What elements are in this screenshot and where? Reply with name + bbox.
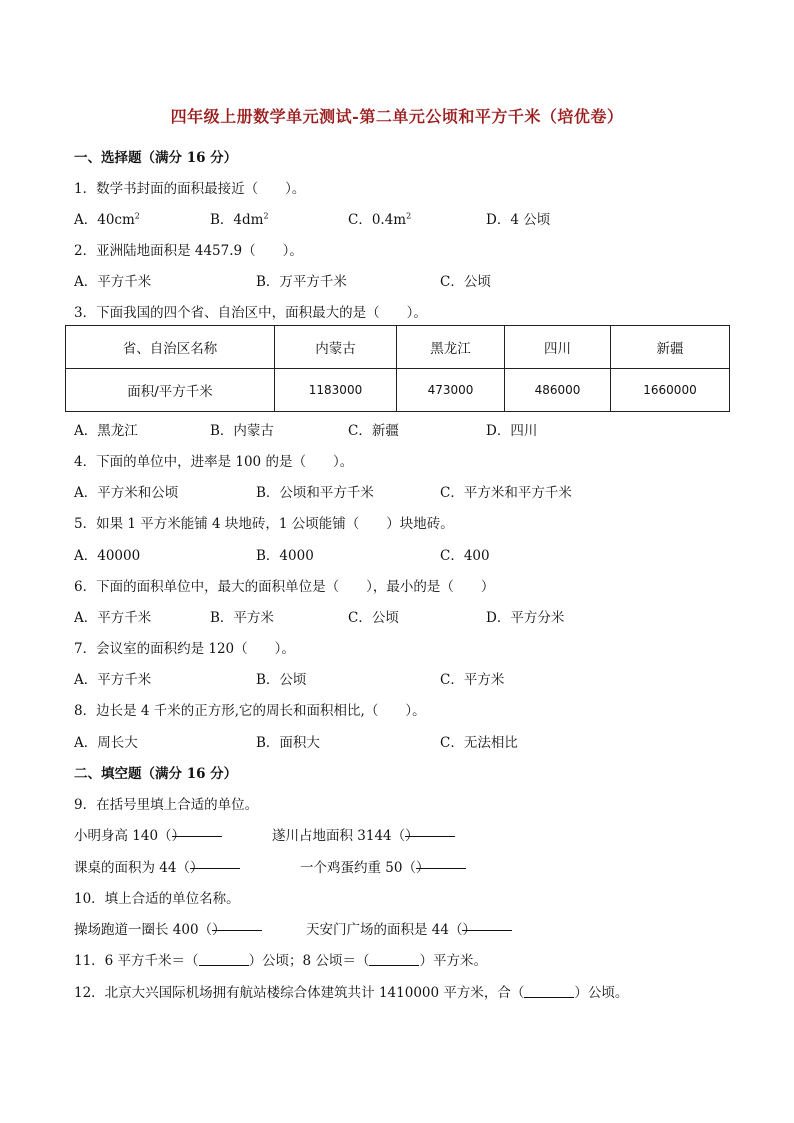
answer-blank[interactable]	[524, 985, 574, 998]
answer-blank[interactable]	[212, 918, 262, 931]
option-c[interactable]: C．$0.4m^2$	[348, 211, 412, 228]
question-11: 11．6 平方千米＝（ ）公顷；8 公顷＝（ ）平方米。	[74, 953, 487, 969]
option-c[interactable]: C．400	[440, 548, 490, 564]
option-b[interactable]: B．公顷	[256, 672, 307, 688]
question-3: 3．下面我国的四个省、自治区中，面积最大的是（ ）。	[74, 305, 427, 321]
section-choice-heading: 一、选择题（满分 16 分）	[74, 150, 238, 166]
option-c[interactable]: C．平方米和平方千米	[440, 485, 572, 501]
option-a[interactable]: A．40000	[74, 548, 141, 564]
option-a[interactable]: A．黑龙江	[74, 423, 138, 439]
question-12: 12．北京大兴国际机场拥有航站楼综合体建筑共计 1410000 平方米，合（ ）公顷。	[74, 985, 629, 1001]
table-cell: 1183000	[275, 369, 397, 412]
option-d[interactable]: D．平方分米	[486, 610, 565, 626]
answer-blank[interactable]	[462, 918, 512, 931]
fill-item: 天安门广场的面积是 44（ ）	[306, 918, 476, 938]
option-c[interactable]: C．平方米	[440, 672, 505, 688]
table-row	[66, 369, 730, 412]
answer-blank[interactable]	[199, 953, 249, 966]
option-b[interactable]: B．公顷和平方千米	[256, 485, 374, 501]
question-8: 8．边长是 4 千米的正方形,它的周长和面积相比,（ ）。	[74, 703, 426, 719]
answer-blank[interactable]	[172, 824, 222, 837]
page-title: 四年级上册数学单元测试-第二单元公顷和平方千米（培优卷）	[170, 107, 624, 126]
option-d[interactable]: D．四川	[486, 423, 538, 439]
answer-blank[interactable]	[416, 856, 466, 869]
option-a[interactable]: A．平方千米	[74, 672, 152, 688]
table-cell: 1660000	[611, 369, 730, 412]
answer-blank[interactable]	[190, 856, 240, 869]
option-b[interactable]: B．4000	[256, 548, 314, 564]
fill-item: 课桌的面积为 44（ ）	[74, 856, 203, 876]
option-a[interactable]: A．平方千米	[74, 610, 152, 626]
table-cell: 黑龙江	[397, 326, 505, 369]
question-9: 9．在括号里填上合适的单位。	[74, 797, 259, 813]
question-2: 2．亚洲陆地面积是 4457.9（ ）。	[74, 243, 303, 259]
table-cell: 内蒙古	[275, 326, 397, 369]
area-table	[65, 325, 730, 412]
option-b[interactable]: B．面积大	[256, 735, 320, 751]
option-c[interactable]: C．新疆	[348, 423, 399, 439]
option-a[interactable]: A．周长大	[74, 735, 138, 751]
answer-blank[interactable]	[369, 953, 419, 966]
option-c[interactable]: C．公顷	[440, 274, 491, 290]
option-c[interactable]: C．公顷	[348, 610, 399, 626]
option-b[interactable]: B．内蒙古	[210, 423, 274, 439]
fill-item: 操场跑道一圈长 400（ ）	[74, 918, 226, 938]
table-cell: 面积/平方千米	[66, 369, 275, 412]
fill-item: 小明身高 140（ ）	[74, 824, 185, 844]
question-7: 7．会议室的面积约是 120（ ）。	[74, 641, 295, 657]
section-fill-heading: 二、填空题（满分 16 分）	[74, 766, 238, 782]
table-cell: 四川	[505, 326, 611, 369]
question-5: 5．如果 1 平方米能铺 4 块地砖，1 公顷能铺（ ）块地砖。	[74, 516, 454, 532]
question-6: 6．下面的面积单位中，最大的面积单位是（ ），最小的是（ ）	[74, 579, 495, 595]
table-cell: 新疆	[611, 326, 730, 369]
fill-item: 遂川占地面积 3144（ ）	[272, 824, 419, 844]
option-b[interactable]: B．万平方千米	[256, 274, 347, 290]
option-b[interactable]: B．平方米	[210, 610, 274, 626]
option-d[interactable]: D．4 公顷	[486, 212, 551, 228]
table-cell: 486000	[505, 369, 611, 412]
table-cell: 省、自治区名称	[66, 326, 275, 369]
question-10: 10．填上合适的单位名称。	[74, 891, 240, 907]
question-4: 4．下面的单位中，进率是 100 的是（ ）。	[74, 454, 354, 470]
table-cell: 473000	[397, 369, 505, 412]
option-c[interactable]: C．无法相比	[440, 735, 518, 751]
fill-item: 一个鸡蛋约重 50（ ）	[300, 856, 429, 876]
option-b[interactable]: B．$4dm^2$	[210, 211, 269, 228]
option-a[interactable]: A．$40cm^2$	[74, 211, 140, 228]
option-a[interactable]: A．平方千米	[74, 274, 152, 290]
table-header-row	[66, 326, 730, 369]
option-a[interactable]: A．平方米和公顷	[74, 485, 179, 501]
answer-blank[interactable]	[405, 824, 455, 837]
question-1: 1．数学书封面的面积最接近（ ）。	[74, 181, 306, 197]
